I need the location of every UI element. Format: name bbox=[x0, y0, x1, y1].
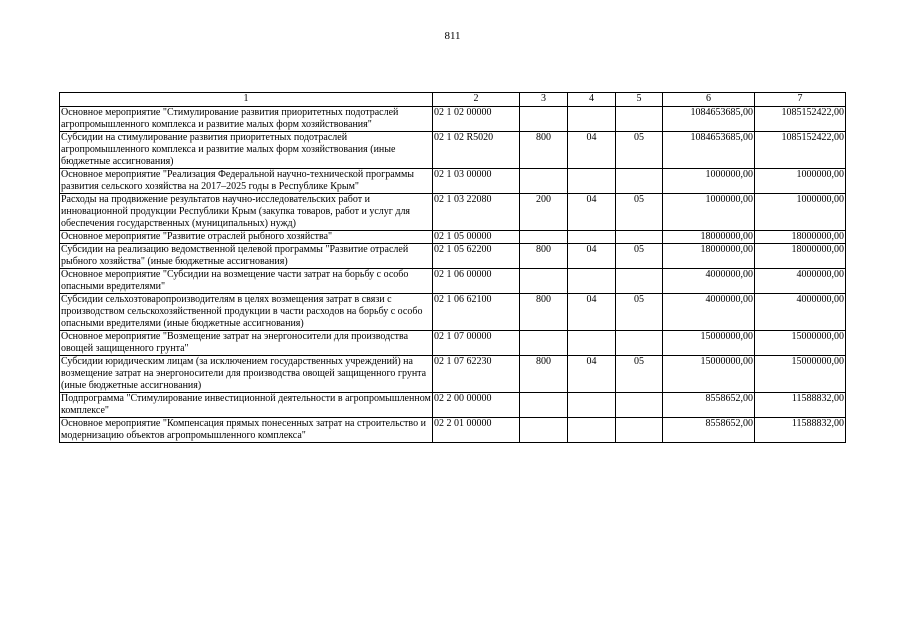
table-row bbox=[60, 294, 846, 331]
row-pr bbox=[616, 331, 663, 356]
row-pr bbox=[616, 107, 663, 132]
row-code: 02 1 02 00000 bbox=[433, 107, 520, 132]
header-col-3: 3 bbox=[520, 93, 568, 107]
row-vr: 800 bbox=[520, 244, 568, 269]
row-rz bbox=[568, 231, 616, 244]
row-pr bbox=[616, 393, 663, 418]
row-sum-2: 1085152422,00 bbox=[755, 132, 846, 169]
row-name: Основное мероприятие "Развитие отраслей рыбного хозяйства" bbox=[60, 231, 433, 244]
row-vr bbox=[520, 169, 568, 194]
header-col-5: 5 bbox=[616, 93, 663, 107]
row-code: 02 1 05 00000 bbox=[433, 231, 520, 244]
row-vr: 800 bbox=[520, 294, 568, 331]
row-pr bbox=[616, 269, 663, 294]
row-pr: 05 bbox=[616, 194, 663, 231]
row-name: Основное мероприятие "Стимулирование развития приоритетных подотраслей агропромышленного комплекса и развитие малых форм хозяйствования" bbox=[60, 107, 433, 132]
row-pr bbox=[616, 169, 663, 194]
row-pr: 05 bbox=[616, 356, 663, 393]
table-row bbox=[60, 231, 846, 244]
row-vr bbox=[520, 418, 568, 443]
row-sum-1: 1000000,00 bbox=[663, 194, 755, 231]
row-vr: 800 bbox=[520, 356, 568, 393]
row-sum-1: 4000000,00 bbox=[663, 269, 755, 294]
row-sum-2: 1000000,00 bbox=[755, 194, 846, 231]
row-rz: 04 bbox=[568, 132, 616, 169]
header-col-6: 6 bbox=[663, 93, 755, 107]
row-pr: 05 bbox=[616, 244, 663, 269]
row-sum-2: 15000000,00 bbox=[755, 356, 846, 393]
row-rz: 04 bbox=[568, 294, 616, 331]
row-name: Основное мероприятие "Субсидии на возмещение части затрат на борьбу с особо опасными вредителями" bbox=[60, 269, 433, 294]
row-rz bbox=[568, 393, 616, 418]
row-code: 02 1 06 00000 bbox=[433, 269, 520, 294]
row-vr: 200 bbox=[520, 194, 568, 231]
row-rz bbox=[568, 269, 616, 294]
row-sum-1: 4000000,00 bbox=[663, 294, 755, 331]
row-code: 02 1 06 62100 bbox=[433, 294, 520, 331]
row-sum-1: 18000000,00 bbox=[663, 231, 755, 244]
row-pr bbox=[616, 231, 663, 244]
header-col-4: 4 bbox=[568, 93, 616, 107]
row-code: 02 1 03 00000 bbox=[433, 169, 520, 194]
row-name: Основное мероприятие "Компенсация прямых понесенных затрат на строительство и модернизацию объектов агропромышленного комплекса" bbox=[60, 418, 433, 443]
row-sum-2: 1000000,00 bbox=[755, 169, 846, 194]
header-row bbox=[60, 93, 846, 107]
row-code: 02 1 03 22080 bbox=[433, 194, 520, 231]
row-sum-2: 15000000,00 bbox=[755, 331, 846, 356]
row-name: Субсидии на стимулирование развития приоритетных подотраслей агропромышленного комплекса и развитие малых форм хозяйствования (иные бюджетные ассигнования) bbox=[60, 132, 433, 169]
row-sum-1: 1084653685,00 bbox=[663, 107, 755, 132]
row-sum-2: 4000000,00 bbox=[755, 294, 846, 331]
row-name: Основное мероприятие "Реализация Федеральной научно-технической программы развития сельского хозяйства на 2017–2025 годы в Республике Крым" bbox=[60, 169, 433, 194]
table-row bbox=[60, 269, 846, 294]
row-name: Субсидии сельхозтоваропроизводителям в целях возмещения затрат в связи с производством сельскохозяйственной продукции в части расходов на борьбу с особо опасными вредителями (иные бюджетные ассигнования) bbox=[60, 294, 433, 331]
table-row bbox=[60, 331, 846, 356]
row-sum-2: 4000000,00 bbox=[755, 269, 846, 294]
row-name: Подпрограмма "Стимулирование инвестиционной деятельности в агропромышленном комплексе" bbox=[61, 393, 431, 416]
header-col-2: 2 bbox=[433, 93, 520, 107]
table-row bbox=[60, 194, 846, 231]
row-rz: 04 bbox=[568, 244, 616, 269]
row-sum-1: 18000000,00 bbox=[663, 244, 755, 269]
row-name: Субсидии юридическим лицам (за исключением государственных учреждений) на возмещение затрат на энергоносители для производства овощей защищенного грунта (иные бюджетные ассигнования) bbox=[60, 356, 433, 393]
row-code: 02 1 07 00000 bbox=[433, 331, 520, 356]
header-col-7: 7 bbox=[755, 93, 846, 107]
row-rz bbox=[568, 331, 616, 356]
row-sum-1: 15000000,00 bbox=[663, 331, 755, 356]
row-code: 02 1 02 R5020 bbox=[433, 132, 520, 169]
table-row bbox=[60, 356, 846, 393]
header-col-1: 1 bbox=[60, 93, 433, 107]
table-row bbox=[60, 418, 846, 443]
row-sum-2: 1085152422,00 bbox=[755, 107, 846, 132]
row-sum-1: 1084653685,00 bbox=[663, 132, 755, 169]
row-vr bbox=[520, 231, 568, 244]
row-code: 02 2 01 00000 bbox=[433, 418, 520, 443]
table-row bbox=[60, 107, 846, 132]
row-vr: 800 bbox=[520, 132, 568, 169]
row-rz bbox=[568, 169, 616, 194]
page-number: 811 bbox=[444, 30, 461, 42]
row-name: Основное мероприятие "Возмещение затрат на энергоносители для производства овощей защищенного грунта" bbox=[60, 331, 433, 356]
table-row bbox=[60, 244, 846, 269]
row-pr: 05 bbox=[616, 294, 663, 331]
row-sum-1: 1000000,00 bbox=[663, 169, 755, 194]
row-vr bbox=[520, 107, 568, 132]
table-row bbox=[60, 393, 846, 418]
row-name: Субсидии на реализацию ведомственной целевой программы "Развитие отраслей рыбного хозяйства" (иные бюджетные ассигнования) bbox=[60, 244, 433, 269]
row-code: 02 1 05 62200 bbox=[433, 244, 520, 269]
row-pr bbox=[616, 418, 663, 443]
row-rz: 04 bbox=[568, 194, 616, 231]
row-sum-1: 15000000,00 bbox=[663, 356, 755, 393]
row-code: 02 1 07 62230 bbox=[433, 356, 520, 393]
row-vr bbox=[520, 331, 568, 356]
row-sum-1: 8558652,00 bbox=[663, 418, 755, 443]
table-row bbox=[60, 169, 846, 194]
row-rz bbox=[568, 107, 616, 132]
table-row bbox=[60, 132, 846, 169]
row-rz bbox=[568, 418, 616, 443]
row-vr bbox=[520, 393, 568, 418]
row-sum-2: 11588832,00 bbox=[755, 393, 846, 418]
row-sum-2: 18000000,00 bbox=[755, 244, 846, 269]
row-sum-1: 8558652,00 bbox=[663, 393, 755, 418]
row-code: 02 2 00 00000 bbox=[433, 393, 520, 418]
row-sum-2: 18000000,00 bbox=[755, 231, 846, 244]
row-name: Расходы на продвижение результатов научно-исследовательских работ и инновационной продукции Республики Крым (закупка товаров, работ и услуг для обеспечения государственных (муниципальных) нужд) bbox=[60, 194, 433, 231]
row-vr bbox=[520, 269, 568, 294]
row-rz: 04 bbox=[568, 356, 616, 393]
row-pr: 05 bbox=[616, 132, 663, 169]
budget-table bbox=[59, 92, 846, 443]
row-sum-2: 11588832,00 bbox=[755, 418, 846, 443]
